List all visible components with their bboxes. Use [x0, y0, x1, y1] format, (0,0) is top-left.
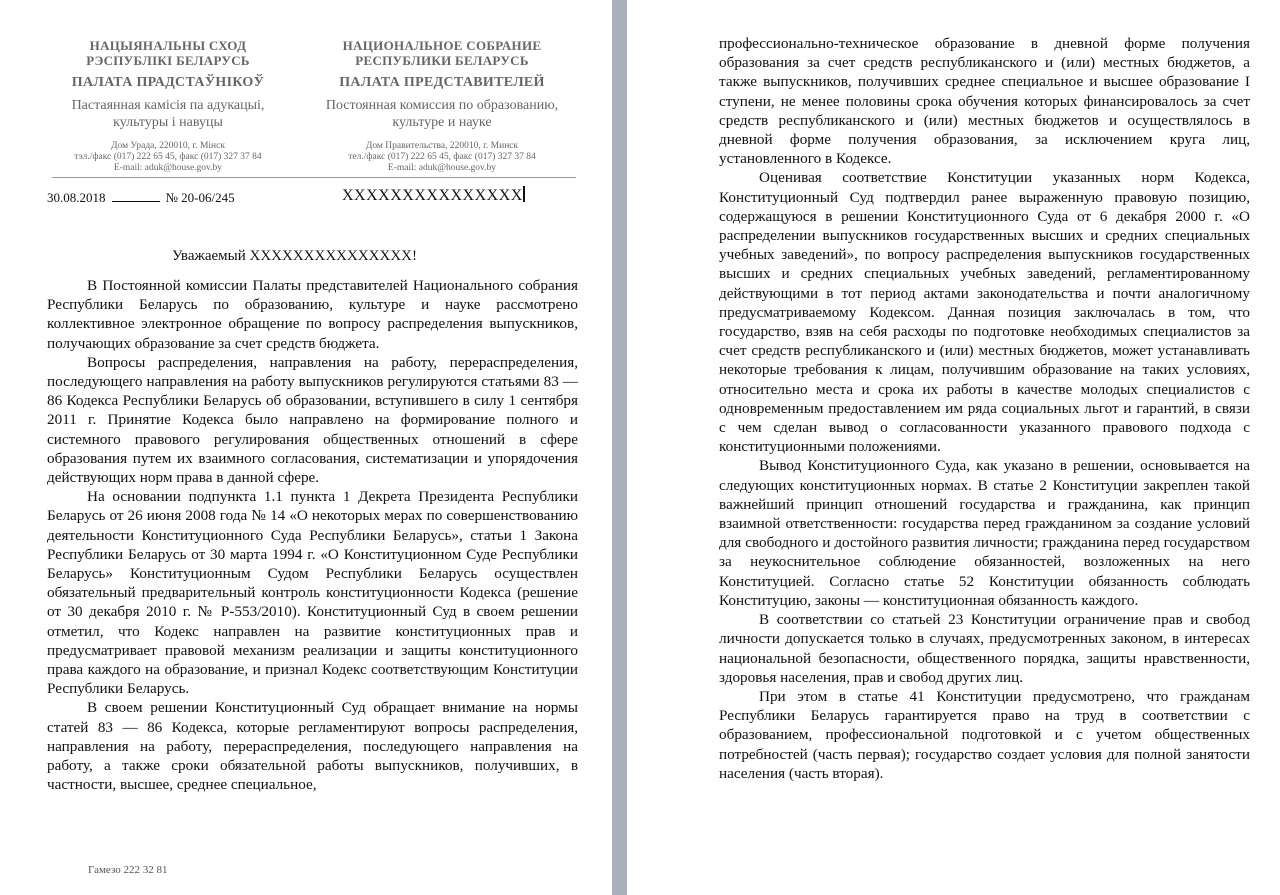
body-paragraph: При этом в статье 41 Конституции предусмотрено, что гражданам Республики Беларусь гарантируется право на труд в соответствии с образованием, профессиональной подготовкой и с учетом общественных потребностей (часть первая); государство создает условия для полной занятости населения (часть вторая).: [719, 687, 1250, 782]
body-paragraph-continuation: профессионально-техническое образование в дневной форме получения образования за счет средств республиканского и (или) местных бюджетов, а также выпускников, получивших среднее специальное и высшее образование I ступени, не менее половины срока обучения которых финансировалось за счет средств республиканского и (или) местных бюджетов и осуществлялось в дневной форме получения образования, за исключением круга лиц, установленного в Кодексе.: [719, 35, 1250, 168]
org-line: РЭСПУБЛІКІ БЕЛАРУСЬ: [86, 53, 250, 68]
address-line: Дом Правительства, 220010, г. Минск: [365, 141, 519, 151]
commission-line: культуре и науке: [392, 115, 492, 130]
letterhead-org: [312, 38, 572, 68]
commission-line: культуры і навуцы: [113, 115, 223, 130]
address-line: тел./факс (017) 222 65 45, факс (017) 327 37 84: [348, 152, 536, 162]
address-line: E-mail: aduk@house.gov.by: [387, 163, 497, 173]
recipient-name: ХХХХХХХХХХХХХХХ: [342, 187, 523, 204]
body-paragraph: Оценивая соответствие Конституции указанных норм Кодекса, Конституционный Суд подтвердил ранее выраженную правовую позицию, содержащуюся в решении Конституционного Суда от 6 декабря 2000 г. «О распределении выпускников государственных высших и средних специальных учебных заведений», по вопросу распределения выпускников государственных высших и средних специальных учебных заведений, регламентированному действующими в тот период актами законодательства и почти аналогичному предусматриваемому Кодексом. Данная позиция заключалась в том, что государство, взяв на себя расходы по подготовке необходимых специалистов за счет средств республиканского и (или) местных бюджетов, может устанавливать некоторые требования к лицам, получившим образование на таких условиях, относительно места и срока их работы в качестве молодых специалистов с одновременным предоставлением им ряда социальных льгот и гарантий, в связи с чем сделан вывод о согласованности указанного правового подхода с конституционными положениями.: [719, 169, 1250, 456]
text-cursor: [523, 186, 525, 202]
letterhead-address: [38, 141, 298, 174]
letterhead-address: [312, 141, 572, 174]
letter-number: № 20-06/245: [165, 190, 235, 205]
letter-body-page-2[interactable]: [719, 34, 1250, 783]
body-paragraph: В Постоянной комиссии Палаты представителей Национального собрания Республики Беларусь по образованию, культуре и науке рассмотрено коллективное электронное обращение по вопросу распределения выпускников, получающих образование за счет средств бюджета.: [47, 277, 578, 352]
letterhead-commission: [312, 97, 572, 131]
letterhead-belarusian: [38, 38, 298, 174]
date-number-row: [47, 190, 235, 206]
document-page-2: [627, 0, 1280, 895]
letterhead-divider: [52, 177, 576, 178]
address-line: Дом Урада, 220010, г. Мінск: [111, 141, 225, 151]
org-line: НАЦЫЯНАЛЬНЫ СХОД: [89, 38, 247, 53]
letterhead-house: ПАЛАТА ПРАДСТАЎНІКОЎ: [71, 75, 265, 90]
letter-body-page-1[interactable]: [47, 276, 578, 794]
body-paragraph: Вопросы распределения, направления на работу, перераспределения, последующего направления на работу выпускников регулируются статьями 83 — 86 Кодекса Республики Беларусь об образовании, вступившего в силу 1 сентября 2011 г. Принятие Кодекса было направлено на формирование полного и системного правового регулирования общественных отношений в сфере образования путем их взаимного согласования, систематизации и упорядочения действующих норм права в данной сфере.: [47, 353, 578, 487]
body-paragraph: В соответствии со статьей 23 Конституции ограничение прав и свобод личности допускается только в случаях, предусмотренных законом, в интересах национальной безопасности, общественного порядка, защиты нравственности, здоровья населения, прав и свобод других лиц.: [719, 611, 1250, 686]
executor-note: Гамезо 222 32 81: [88, 864, 168, 876]
letter-date: 30.08.2018: [47, 190, 106, 205]
org-line: НАЦИОНАЛЬНОЕ СОБРАНИЕ: [342, 38, 542, 53]
address-line: E-mail: aduk@house.gov.by: [113, 163, 223, 173]
letterhead-russian: [312, 38, 572, 174]
body-paragraph: В своем решении Конституционный Суд обращает внимание на нормы статей 83 — 86 Кодекса, которые регламентируют вопросы распределения, направления на работу, перераспределения, последующего направления на работу, а также сроки обязательной работы выпускников, получивших, в частности, высшее, среднее специальное,: [47, 699, 578, 794]
document-page-1: [0, 0, 612, 895]
body-paragraph: На основании подпункта 1.1 пункта 1 Декрета Президента Республики Беларусь от 26 июня 2008 года № 14 «О некоторых мерах по совершенствованию деятельности Конституционного Суда Республики Беларусь», статьи 1 Закона Республики Беларусь от 30 марта 1994 г. «О Конституционном Суде Республики Беларусь» Конституционным Судом Республики Беларусь осуществлен обязательный предварительный контроль конституционности Кодекса (решение от 30 декабря 2010 г. № Р-553/2010). Конституционный Суд в своем решении отметил, что Кодекс направлен на развитие конституционных прав и предусматривает правовой механизм реализации и защиты конституционного права каждого на образование, и признал Кодекс соответствующим Конституции Республики Беларусь.: [47, 488, 578, 698]
letterhead-org: [38, 38, 298, 68]
commission-line: Пастаянная камісія па адукацыі,: [71, 98, 265, 113]
letterhead-commission: [38, 97, 298, 131]
commission-line: Постоянная комиссия по образованию,: [325, 98, 559, 113]
blank-line: [112, 201, 160, 202]
body-paragraph: Вывод Конституционного Суда, как указано в решении, основывается на следующих конституционных нормах. В статье 2 Конституции закреплен такой важнейший принцип отношений государства и гражданина, как принцип взаимной ответственности: государства перед гражданином за создание условий для свободного и достойного развития личности; гражданина перед государством за неукоснительное соблюдение обязанностей, возложенных на него Конституцией. Согласно статье 52 Конституции обязанность соблюдать Конституцию, законы — конституционная обязанность каждого.: [719, 457, 1250, 609]
letterhead-house: ПАЛАТА ПРЕДСТАВИТЕЛЕЙ: [339, 75, 545, 90]
recipient-line[interactable]: [342, 186, 525, 205]
org-line: РЕСПУБЛИКИ БЕЛАРУСЬ: [355, 53, 529, 68]
greeting: Уважаемый ХХХХХХХХХХХХХХХ!: [172, 248, 417, 264]
address-line: тэл./факс (017) 222 65 45, факс (017) 327 37 84: [74, 152, 262, 162]
